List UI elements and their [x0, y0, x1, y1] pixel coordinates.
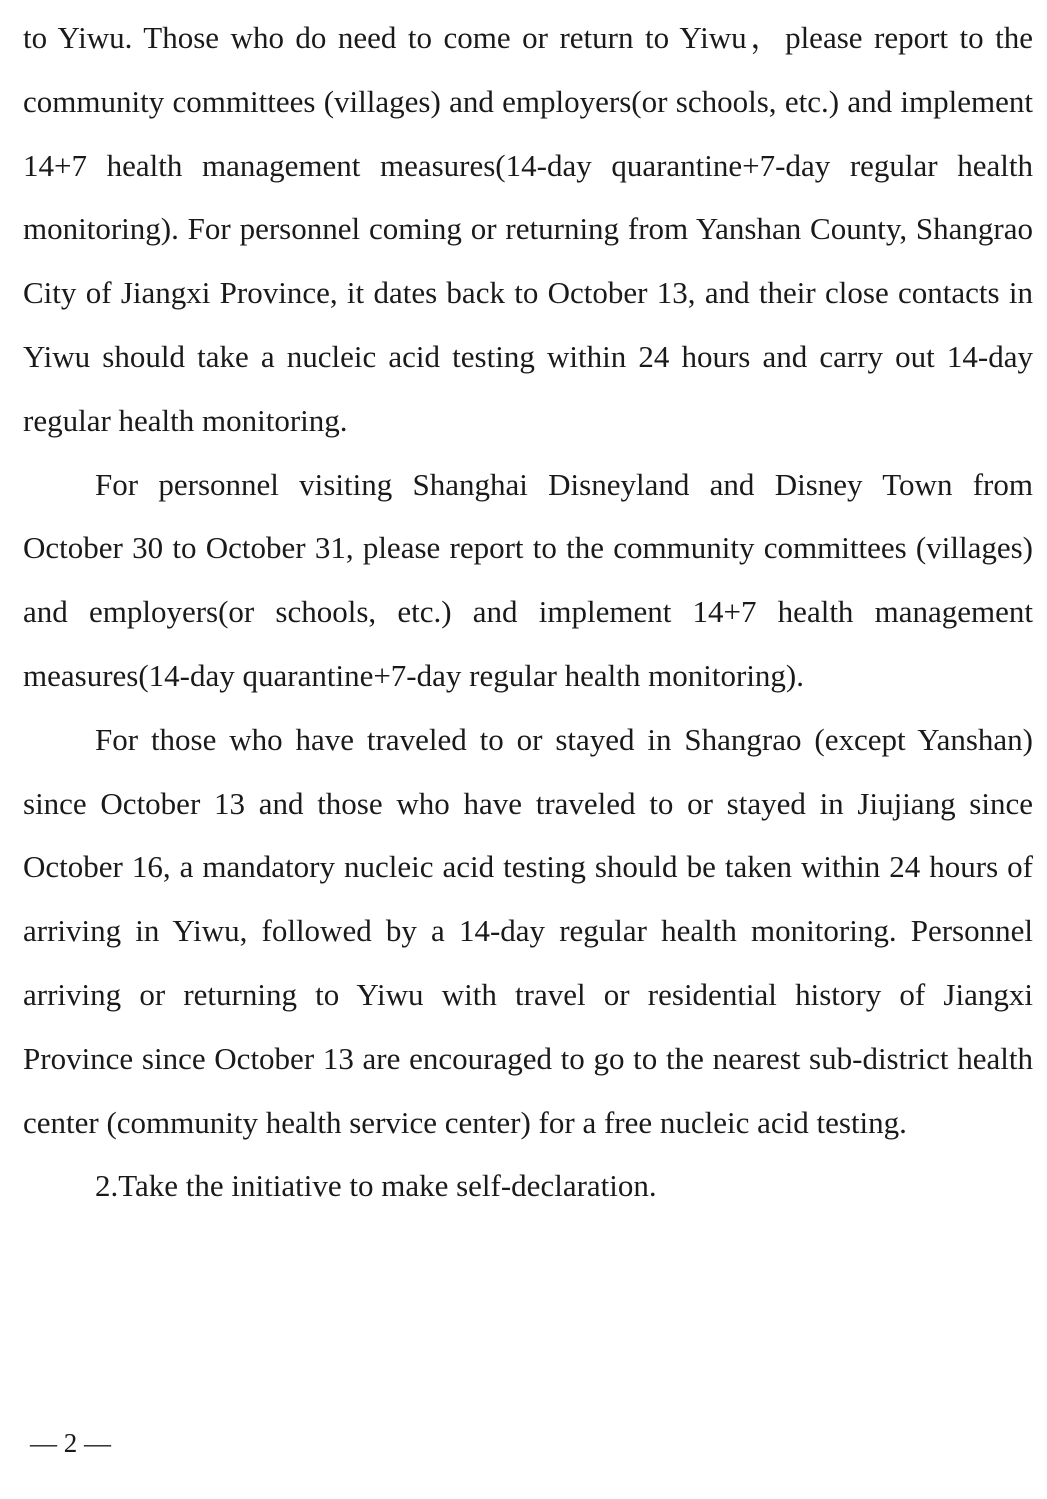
paragraph-disneyland: For personnel visiting Shanghai Disneyland and Disney Town from October 30 to October 31, please report to the community committees (villages) and employers(or schools, etc.) and implement 14+7 health management measures(14-day quarantine+7-day regular health monitoring). [23, 466, 1033, 693]
page-number: — 2 — [30, 1428, 111, 1458]
paragraph-continued: to Yiwu. Those who do need to come or return to Yiwu，please report to the community committees (villages) and employers(or schools, etc.) and implement 14+7 health management measures(14-day quarantine+7-day regular health monitoring). For personnel coming or returning from Yanshan County, Shangrao City of Jiangxi Province, it dates back to October 13, and their close contacts in Yiwu should take a nucleic acid testing within 24 hours and carry out 14-day regular health monitoring. [23, 20, 1033, 438]
document-body [23, 6, 1033, 1218]
paragraph-self-declaration: 2.Take the initiative to make self-declaration. [95, 1168, 657, 1204]
paragraph-shangrao-jiujiang: For those who have traveled to or stayed in Shangrao (except Yanshan) since October 13 and those who have traveled to or stayed in Jiujiang since October 16, a mandatory nucleic acid testing should be taken within 24 hours of arriving in Yiwu, followed by a 14-day regular health monitoring. Personnel arriving or returning to Yiwu with travel or residential history of Jiangxi Province since October 13 are encouraged to go to the nearest sub-district health center (community health service center) for a free nucleic acid testing. [23, 721, 1033, 1140]
